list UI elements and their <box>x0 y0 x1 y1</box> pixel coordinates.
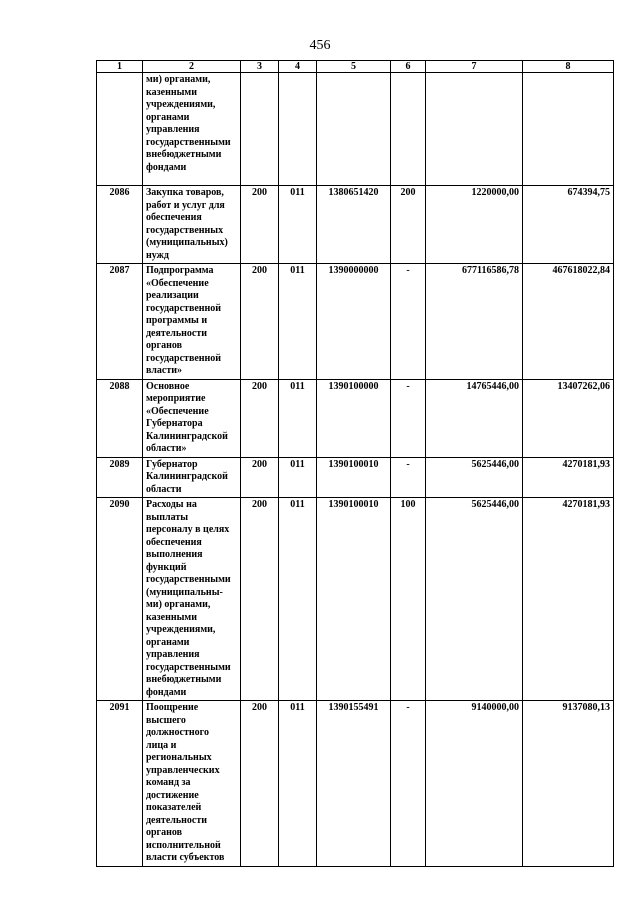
table-row <box>97 73 614 186</box>
cell-col4 <box>279 73 317 186</box>
cell-col4: 011 <box>279 186 317 264</box>
row-name: Закупка товаров, работ и услуг для обеспечения государственных (муниципальных) нужд <box>143 186 241 264</box>
column-header: 2 <box>143 61 241 73</box>
cell-col5: 1390100000 <box>317 379 391 457</box>
column-header: 1 <box>97 61 143 73</box>
table-header-row <box>97 61 614 73</box>
cell-col5: 1390100010 <box>317 457 391 498</box>
cell-col6: - <box>391 264 426 380</box>
row-number: 2086 <box>97 186 143 264</box>
cell-col7: 677116586,78 <box>426 264 523 380</box>
cell-col8: 4270181,93 <box>523 498 614 701</box>
cell-col4: 011 <box>279 498 317 701</box>
cell-col5: 1380651420 <box>317 186 391 264</box>
cell-col8: 467618022,84 <box>523 264 614 380</box>
row-number: 2091 <box>97 701 143 867</box>
row-name: Основное мероприятие «Обеспечение Губернатора Калининградской области» <box>143 379 241 457</box>
cell-col3: 200 <box>241 457 279 498</box>
table-row <box>97 379 614 457</box>
cell-col5 <box>317 73 391 186</box>
cell-col8: 9137080,13 <box>523 701 614 867</box>
table-row <box>97 186 614 264</box>
row-name: ми) органами, казенными учреждениями, органами управления государственными внебюджетными фондами <box>143 73 241 186</box>
cell-col4: 011 <box>279 701 317 867</box>
column-header: 8 <box>523 61 614 73</box>
cell-col8: 674394,75 <box>523 186 614 264</box>
cell-col5: 1390100010 <box>317 498 391 701</box>
column-header: 5 <box>317 61 391 73</box>
row-number: 2089 <box>97 457 143 498</box>
table-row <box>97 498 614 701</box>
cell-col6: 100 <box>391 498 426 701</box>
cell-col6: - <box>391 701 426 867</box>
row-name: Губернатор Калининградской области <box>143 457 241 498</box>
column-header: 7 <box>426 61 523 73</box>
row-number: 2090 <box>97 498 143 701</box>
cell-col7: 1220000,00 <box>426 186 523 264</box>
cell-col7: 14765446,00 <box>426 379 523 457</box>
table-row <box>97 701 614 867</box>
row-number: 2088 <box>97 379 143 457</box>
cell-col5: 1390155491 <box>317 701 391 867</box>
page-number: 456 <box>309 38 331 53</box>
cell-col8: 4270181,93 <box>523 457 614 498</box>
cell-col3: 200 <box>241 701 279 867</box>
cell-col7: 9140000,00 <box>426 701 523 867</box>
cell-col6: 200 <box>391 186 426 264</box>
row-name: Подпрограмма «Обеспечение реализации государственной программы и деятельности органов государственной власти» <box>143 264 241 380</box>
budget-table <box>96 60 614 867</box>
cell-col6: - <box>391 457 426 498</box>
column-header: 4 <box>279 61 317 73</box>
cell-col3: 200 <box>241 498 279 701</box>
cell-col7 <box>426 73 523 186</box>
row-name: Расходы на выплаты персоналу в целях обеспечения выполнения функций государственными (муниципальны- ми) органами, казенными учреждениями, органами управления государственными внебюджетными фондами <box>143 498 241 701</box>
cell-col7: 5625446,00 <box>426 498 523 701</box>
cell-col6 <box>391 73 426 186</box>
column-header: 6 <box>391 61 426 73</box>
table-row <box>97 457 614 498</box>
column-header: 3 <box>241 61 279 73</box>
cell-col3: 200 <box>241 186 279 264</box>
cell-col3 <box>241 73 279 186</box>
row-number <box>97 73 143 186</box>
cell-col3: 200 <box>241 379 279 457</box>
cell-col8 <box>523 73 614 186</box>
cell-col4: 011 <box>279 264 317 380</box>
cell-col4: 011 <box>279 379 317 457</box>
cell-col4: 011 <box>279 457 317 498</box>
cell-col3: 200 <box>241 264 279 380</box>
row-name: Поощрение высшего должностного лица и региональных управленческих команд за достижение показателей деятельности органов исполнительной власти субъектов <box>143 701 241 867</box>
cell-col7: 5625446,00 <box>426 457 523 498</box>
cell-col6: - <box>391 379 426 457</box>
table-row <box>97 264 614 380</box>
row-number: 2087 <box>97 264 143 380</box>
cell-col5: 1390000000 <box>317 264 391 380</box>
cell-col8: 13407262,06 <box>523 379 614 457</box>
